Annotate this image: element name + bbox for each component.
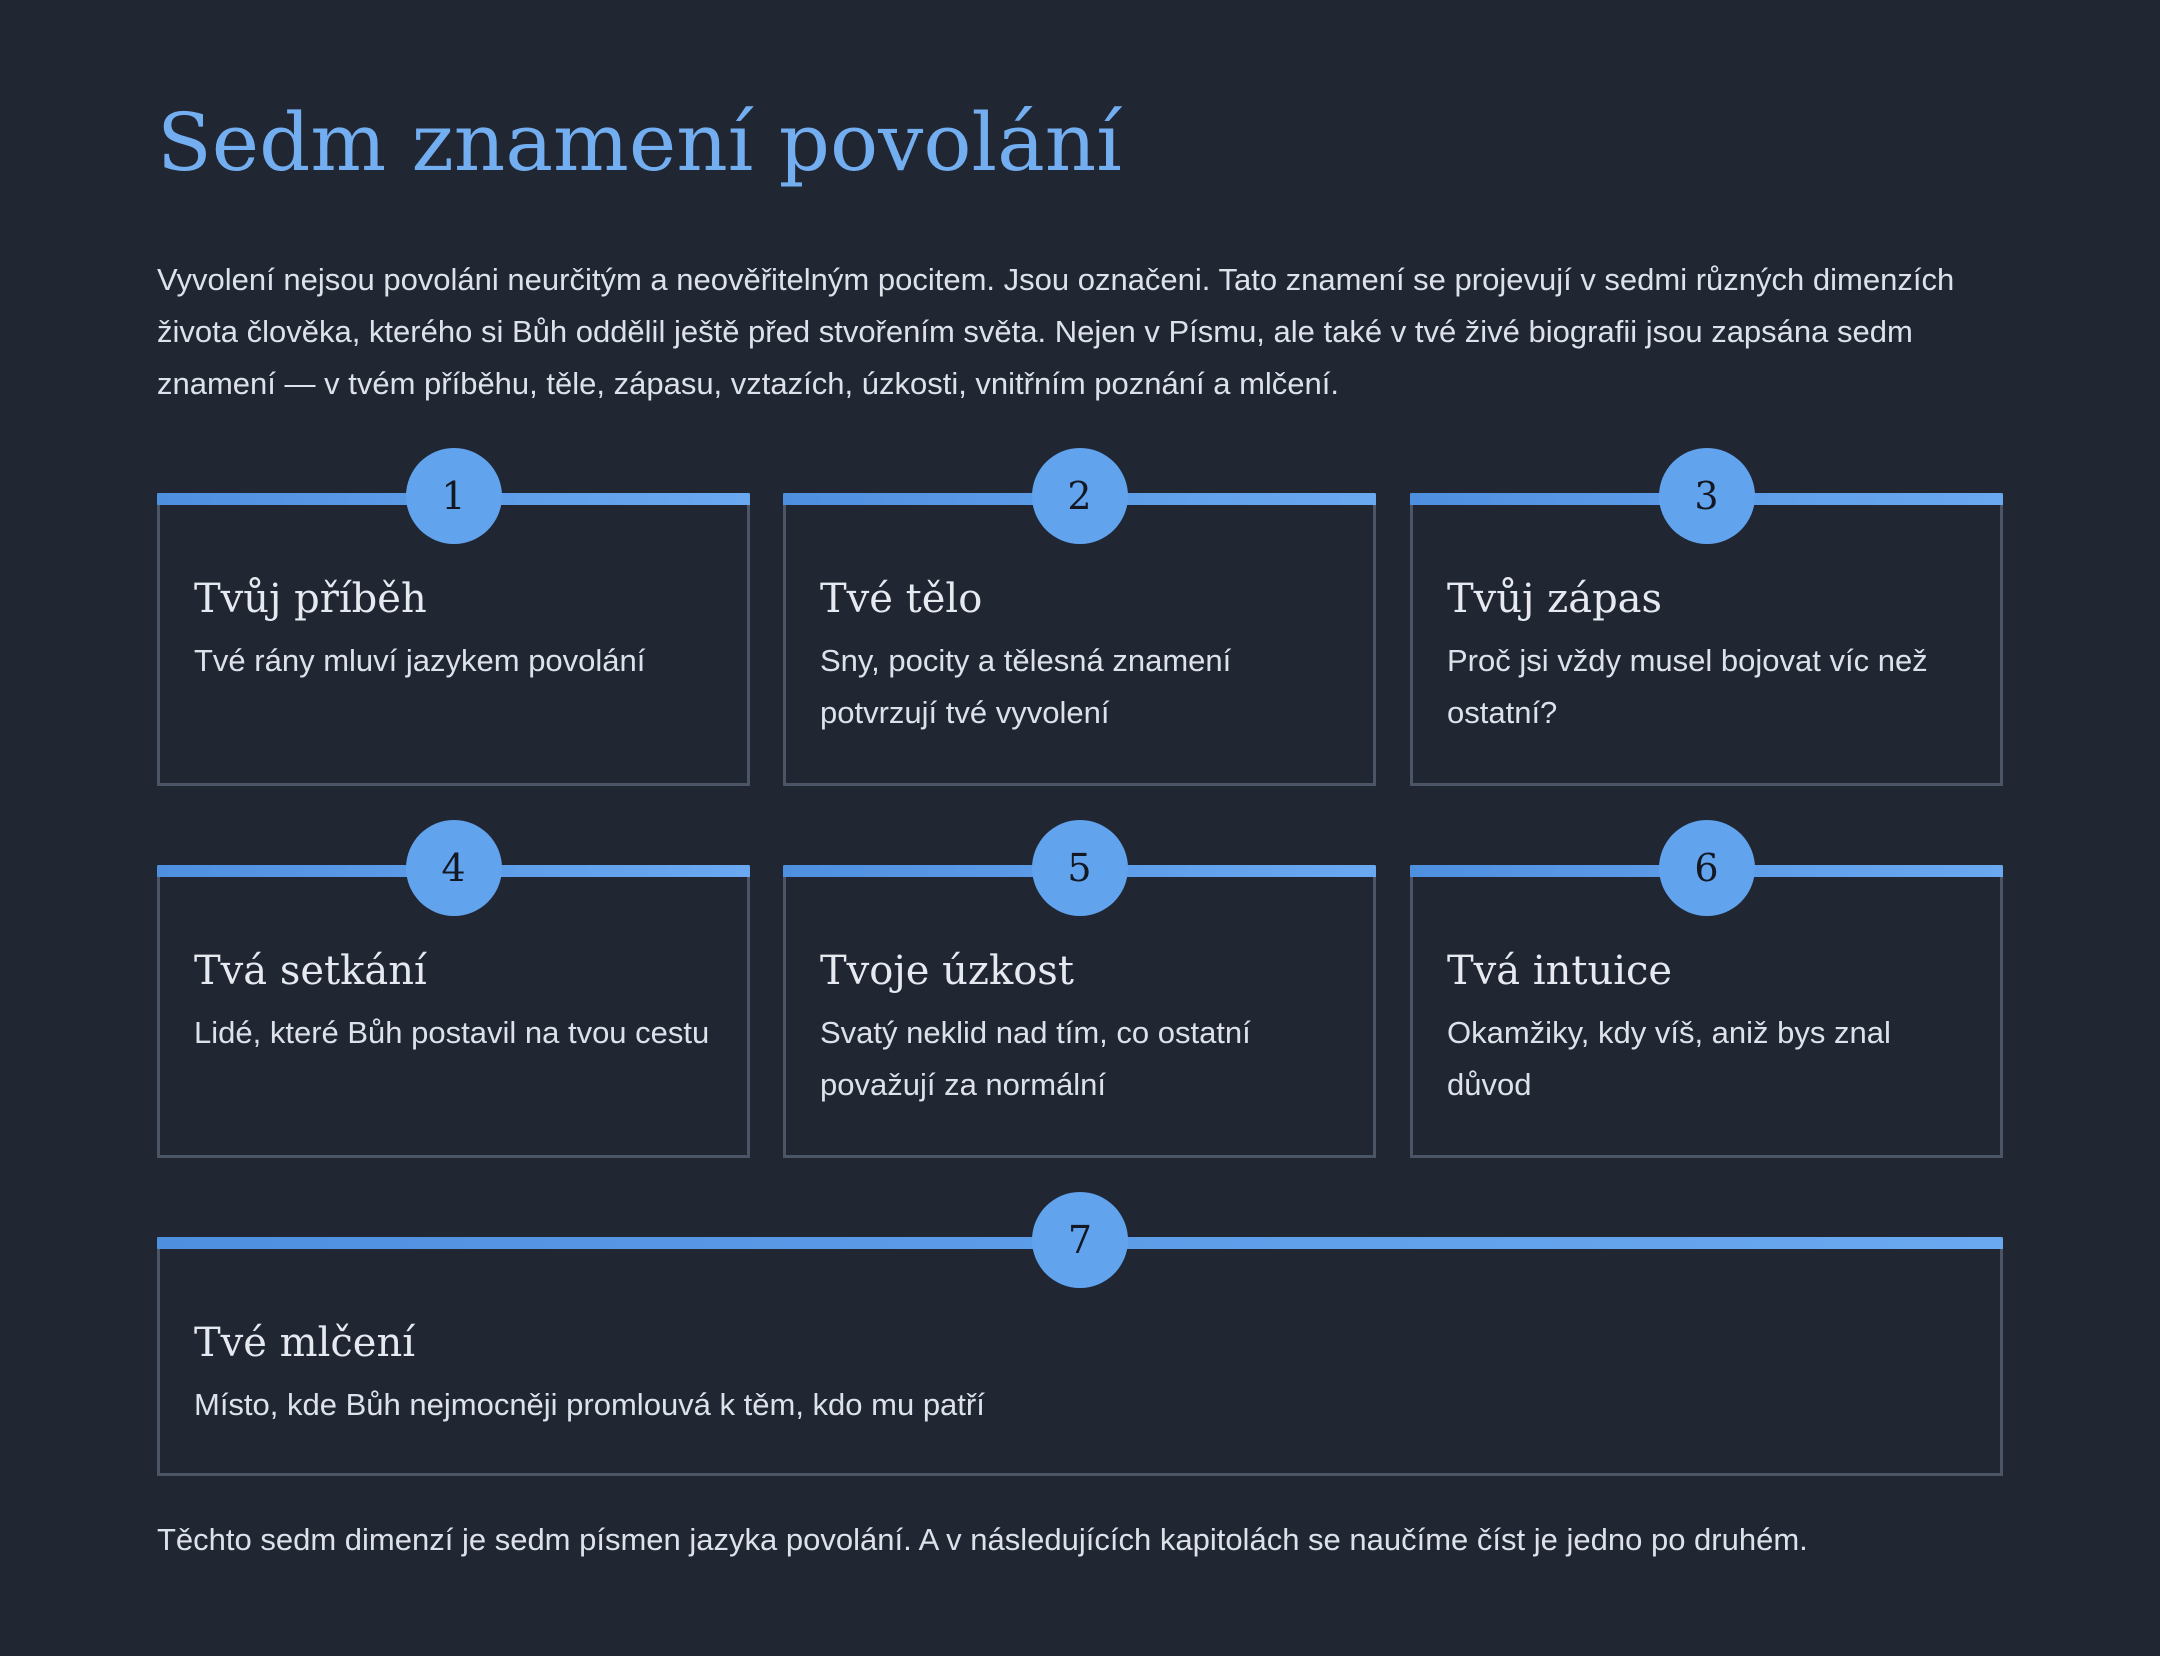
sign-title: Tvé tělo	[820, 576, 983, 622]
sign-card-5	[783, 846, 1376, 1158]
sign-card-4	[157, 846, 750, 1158]
sign-description: Okamžiky, kdy víš, aniž bys znal důvod	[1447, 1015, 1891, 1102]
sign-card-2	[783, 474, 1376, 786]
sign-number-badge: 5	[1032, 820, 1128, 916]
sign-number-badge: 6	[1659, 820, 1755, 916]
sign-card-1	[157, 474, 750, 786]
sign-number-badge: 4	[406, 820, 502, 916]
sign-number-badge: 7	[1032, 1192, 1128, 1288]
sign-description: Lidé, které Bůh postavil na tvou cestu	[194, 1015, 710, 1050]
sign-title: Tvá setkání	[194, 948, 427, 994]
sign-number-badge: 1	[406, 448, 502, 544]
sign-number-badge: 2	[1032, 448, 1128, 544]
sign-title: Tvůj příběh	[194, 576, 427, 622]
sign-description: Proč jsi vždy musel bojovat víc než ostatní?	[1447, 643, 1928, 730]
sign-description: Svatý neklid nad tím, co ostatní považují za normální	[820, 1015, 1251, 1102]
sign-title: Tvoje úzkost	[820, 948, 1074, 994]
sign-number-badge: 3	[1659, 448, 1755, 544]
sign-description: Místo, kde Bůh nejmocněji promlouvá k těm, kdo mu patří	[194, 1387, 985, 1422]
sign-title: Tvá intuice	[1447, 948, 1673, 994]
sign-description: Tvé rány mluví jazykem povolání	[194, 643, 646, 678]
outro-paragraph: Těchto sedm dimenzí je sedm písmen jazyka povolání. A v následujících kapitolách se naučíme číst je jedno po druhém.	[157, 1522, 1808, 1557]
sign-card-3	[1410, 474, 2003, 786]
sign-title: Tvůj zápas	[1447, 576, 1663, 622]
sign-card-7	[157, 1218, 2003, 1476]
intro-paragraph: Vyvolení nejsou povoláni neurčitým a neověřitelným pocitem. Jsou označeni. Tato znamení se projevují v sedmi různých dimenzích života člověka, kterého si Bůh oddělil ještě před stvořením světa. Nejen v Písmu, ale také v tvé živé biografii jsou zapsána sedm znamení — v tvém příběhu, těle, zápasu, vztazích, úzkosti, vnitřním poznání a mlčení.	[157, 262, 1955, 401]
page-title: Sedm znamení povolání	[157, 96, 1122, 189]
sign-title: Tvé mlčení	[194, 1320, 416, 1366]
sign-card-6	[1410, 846, 2003, 1158]
sign-description: Sny, pocity a tělesná znamení potvrzují tvé vyvolení	[820, 643, 1232, 730]
